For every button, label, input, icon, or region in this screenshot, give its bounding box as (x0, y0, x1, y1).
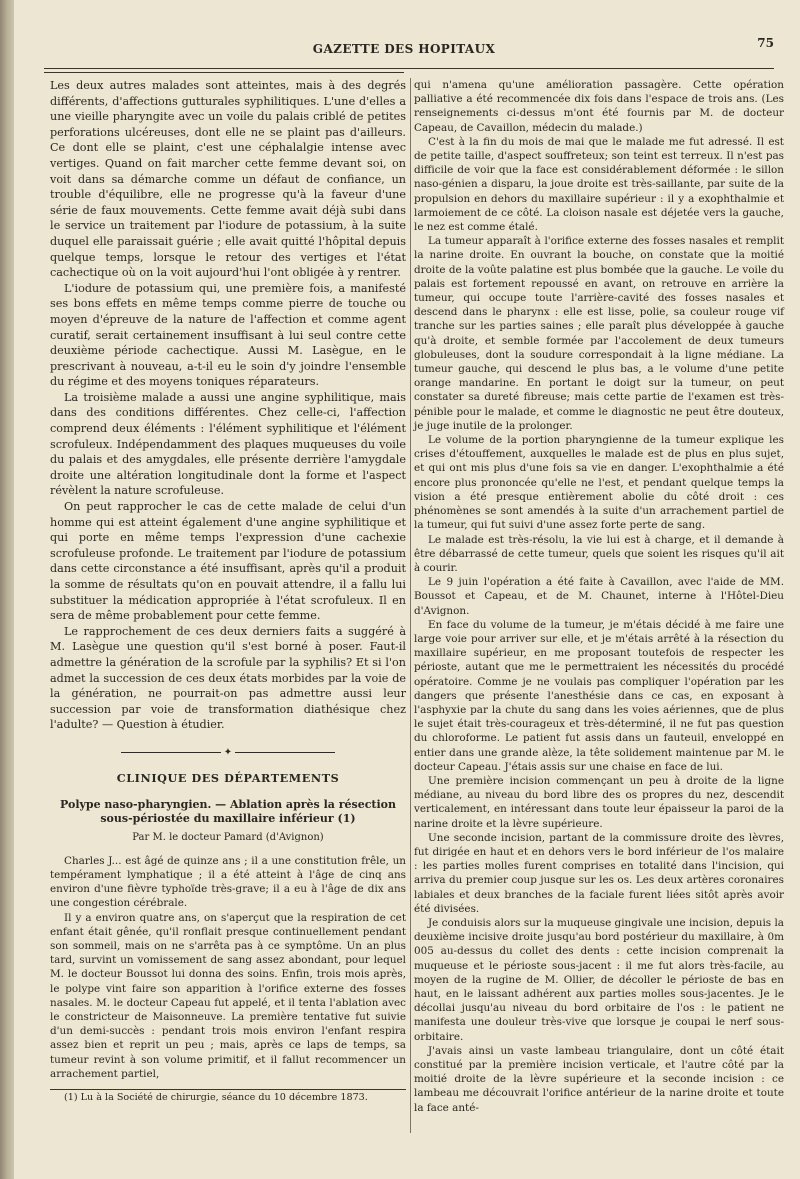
left-column (50, 78, 406, 1106)
header-rule (44, 68, 774, 69)
newspaper-page (14, 0, 800, 1179)
section-title: CLINIQUE DES DÉPARTEMENTS (116, 770, 340, 785)
paragraph: Le malade est très-résolu, la vie lui est à charge, et il demande à être débarrassé de cette tumeur, quels que soient les risques qu'il ait à courir. (414, 533, 784, 574)
paragraph: C'est à la fin du mois de mai que le malade me fut adressé. Il est de petite taille, d'aspect souffreteux; son teint est terreux. Il n'est pas difficile de voir que la face est considérablement déformée : le sillon naso-génien a disparu, la joue droite est très-saillante, par suite de la propulsion en dehors du maxillaire supérieur : il y a exophthalmie et larmoiement de ce côté. La cloison nasale est déjetée vers la gauche, le nez est comme étalé. (414, 135, 784, 234)
paragraph: La tumeur apparaît à l'orifice externe des fosses nasales et remplit la narine droite. En ouvrant la bouche, on constate que la moitié droite de la voûte palatine est plus bombée que la gauche. Le voile du palais est fortement repoussé en avant, on retrouve en arrière la tumeur, qui occupe toute l'arrière-cavité des fosses nasales et descend dans le pharynx : elle est lisse, polie, sa couleur rouge vif tranche sur les parties saines ; elle paraît plus développée à gauche qu'à droite, et semble formée par l'accolement de deux tumeurs globuleuses, dont la soudure correspondait à la ligne médiane. La tumeur gauche, qui descend le plus bas, a le volume d'une petite orange mandarine. En portant le doigt sur la tumeur, on peut constater sa dureté fibreuse; mais cette partie de l'examen est très-pénible pour le malade, et comme le diagnostic ne peut être douteux, je juge inutile de la prolonger. (414, 235, 784, 432)
paragraph: Une première incision commençant un peu à droite de la ligne médiane, au niveau du bord libre des os propres du nez, descendit verticalement, en intéressant dans toute leur épaisseur la paroi de la narine droite et la lèvre supérieure. (414, 774, 784, 830)
running-title: GAZETTE DES HOPITAUX (312, 42, 496, 56)
paragraph: J'avais ainsi un vaste lambeau triangulaire, dont un côté était constitué par la première incision verticale, et l'autre côté par la moitié droite de la lèvre supérieure et la seconde incision : ce lambeau me découvrait l'orifice antérieur de la narine droite et toute la face anté- (414, 1044, 784, 1114)
right-column (414, 78, 784, 1115)
paragraph: Le volume de la portion pharyngienne de la tumeur explique les crises d'étouffement, auxquelles le malade est de plus en plus sujet, et qui ont mis plus d'une fois sa vie en danger. L'exophthalmie a été encore plus prononcée qu'elle ne l'est, et pendant quelque temps la vision a été presque entièrement abolie du côté droit : ces phénomènes se sont amendés à la suite d'un arrachement partiel de la tumeur, qui fut suivi d'une assez forte perte de sang. (414, 434, 784, 532)
column-divider (410, 78, 411, 1133)
paragraph: Il y a environ quatre ans, on s'aperçut que la respiration de cet enfant était gênée, qu'il ronflait presque continuellement pendant son sommeil, mais on ne s'arrêta pas à ce symptôme. Un an plus tard, survint un vomissement de sang assez abondant, pour lequel M. le docteur Boussot lui donna des soins. Enfin, trois mois après, le polype vint faire son apparition à l'orifice externe des fosses nasales. M. le docteur Capeau fut appelé, et il tenta l'ablation avec le constricteur de Maisonneuve. La première tentative fut suivie d'un demi-succès : pendant trois mois environ l'enfant respira assez bien et reprit un peu ; mais, après ce laps de temps, sa tumeur revint à son volume primitif, et il fallut recommencer un arrachement partiel, (50, 911, 406, 1080)
header-rule-double (44, 72, 404, 73)
paragraph: Le rapprochement de ces deux derniers faits a suggéré à M. Lasègue une question qu'il s'est borné à poser. Faut-il admettre la génération de la scrofule par la syphilis? Et si l'on admet la succession de ces deux états morbides par la voie de la génération, ne pourrait-on pas admettre aussi leur succession par voie de transformation diathésique chez l'adulte? — Question à étudier. (50, 624, 406, 732)
page-number: 75 (757, 36, 774, 50)
paragraph: L'iodure de potassium qui, une première fois, a manifesté ses bons effets en même temps comme pierre de touche ou moyen d'épreuve de la nature de l'affection et comme agent curatif, serait certainement insuffisant à lui seul contre cette deuxième période cachectique. Aussi M. Lasègue, en le prescrivant à nouveau, a-t-il eu le soin d'y joindre l'ensemble du régime et des moyens toniques réparateurs. (50, 281, 406, 389)
paragraph: On peut rapprocher le cas de cette malade de celui d'un homme qui est atteint également d'une angine syphilitique et qui porte en même temps l'expression d'une cachexie scrofuleuse profonde. Le traitement par l'iodure de potassium dans cette circonstance a été insuffisant, après qu'il a produit la somme de résultats qu'on en pouvait attendre, il a fallu lui substituer la médication appropriée à l'état scrofuleux. Il en sera de même probablement pour cette femme. (50, 500, 406, 623)
paragraph: Je conduisis alors sur la muqueuse gingivale une incision, depuis la deuxième incisive droite jusqu'au bord postérieur du maxillaire, à 0m 005 au-dessus du collet des dents : cette incision comprenait la muqueuse et le périoste sous-jacent : il me fut alors très-facile, au moyen de la rugine de M. Ollier, de décoller le périoste de bas en haut, en le laissant adhérent aux parties molles sous-jacentes. Je le décollai jusqu'au niveau du bord orbitaire de l'os : le patient ne manifesta une douleur très-vive que lorsque je coupai le nerf sous-orbitaire. (414, 916, 784, 1043)
paragraph: Le 9 juin l'opération a été faite à Cavaillon, avec l'aide de MM. Boussot et Capeau, et de M. Chaunet, interne à l'Hôtel-Dieu d'Avignon. (414, 576, 784, 617)
paragraph: En face du volume de la tumeur, je m'étais décidé à me faire une large voie pour arriver sur elle, et je m'étais arrêté à la résection du maxillaire supérieur, en me proposant toutefois de respecter les périoste, autant que me le permettraient les nécessités du procédé opératoire. Comme je ne voulais pas compliquer l'opération par les dangers que présente l'anesthésie dans ce cas, en exposant à l'asphyxie par la chute du sang dans les voies aériennes, que de plus le sujet était très-courageux et très-déterminé, il ne fut pas question du chloroforme. Le patient fut assis dans un fauteuil, enveloppé en entier dans une grande alèze, la tête solidement maintenue par M. le docteur Capeau. J'étais assis sur une chaise en face de lui. (414, 618, 784, 773)
section-ornament: ✦ (50, 745, 406, 761)
paragraph: La troisième malade a aussi une angine syphilitique, mais dans des conditions différentes. Chez celle-ci, l'affection comprend deux éléments : l'élément syphilitique et l'élément scrofuleux. Indépendamment des plaques muqueuses du voile du palais et des amygdales, elle présente derrière l'amygdale droite une altération longitudinale dont la forme et l'aspect révèlent la nature scrofuleuse. (50, 390, 406, 498)
footnote: (1) Lu à la Société de chirurgie, séance du 10 décembre 1873. (64, 1091, 368, 1103)
paragraph: Les deux autres malades sont atteintes, mais à des degrés différents, d'affections gutturales syphilitiques. L'une d'elles a une vieille pharyngite avec un voile du palais criblé de petites perforations ulcéreuses, dont elle ne se plaint pas d'ailleurs. Ce dont elle se plaint, c'est une céphalalgie intense avec vertiges. Quand on fait marcher cette femme devant soi, on voit dans sa démarche comme un défaut de confiance, un trouble d'équilibre, elle ne progresse qu'à la faveur d'une série de faux mouvements. Cette femme avait déjà subi dans le service un traitement par l'iodure de potassium, à la suite duquel elle paraissait guérie ; elle avait quitté l'hôpital depuis quelque temps, lorsque le retour des vertiges et l'état cachectique où on la voit aujourd'hui l'ont obligée à y rentrer. (50, 79, 406, 280)
paragraph: qui n'amena qu'une amélioration passagère. Cette opération palliative a été recommencée dix fois dans l'espace de trois ans. (Les renseignements ci-dessus m'ont été fournis par M. de docteur Capeau, de Cavaillon, médecin du malade.) (414, 79, 784, 134)
article-author: Par M. le docteur Pamard (d'Avignon) (132, 832, 324, 844)
page-header (34, 32, 774, 62)
paragraph: Une seconde incision, partant de la commissure droite des lèvres, fut dirigée en haut et en dehors vers le bord inférieur de l'os malaire : les parties molles furent comprises en totalité dans l'incision, qui arriva du premier coup jusque sur les os. Les deux artères coronaires labiales et deux branches de la faciale furent liées sitôt après avoir été divisées. (414, 831, 784, 915)
paragraph: Charles J... est âgé de quinze ans ; il a une constitution frêle, un tempérament lymphatique ; il a été atteint à l'âge de cinq ans environ d'une fièvre typhoïde très-grave; il a eu à l'âge de dix ans une congestion cérébrale. (50, 854, 406, 910)
article-title: Polype naso-pharyngien. — Ablation après la résection sous-périostée du maxillaire inférieur (1) (60, 798, 396, 826)
